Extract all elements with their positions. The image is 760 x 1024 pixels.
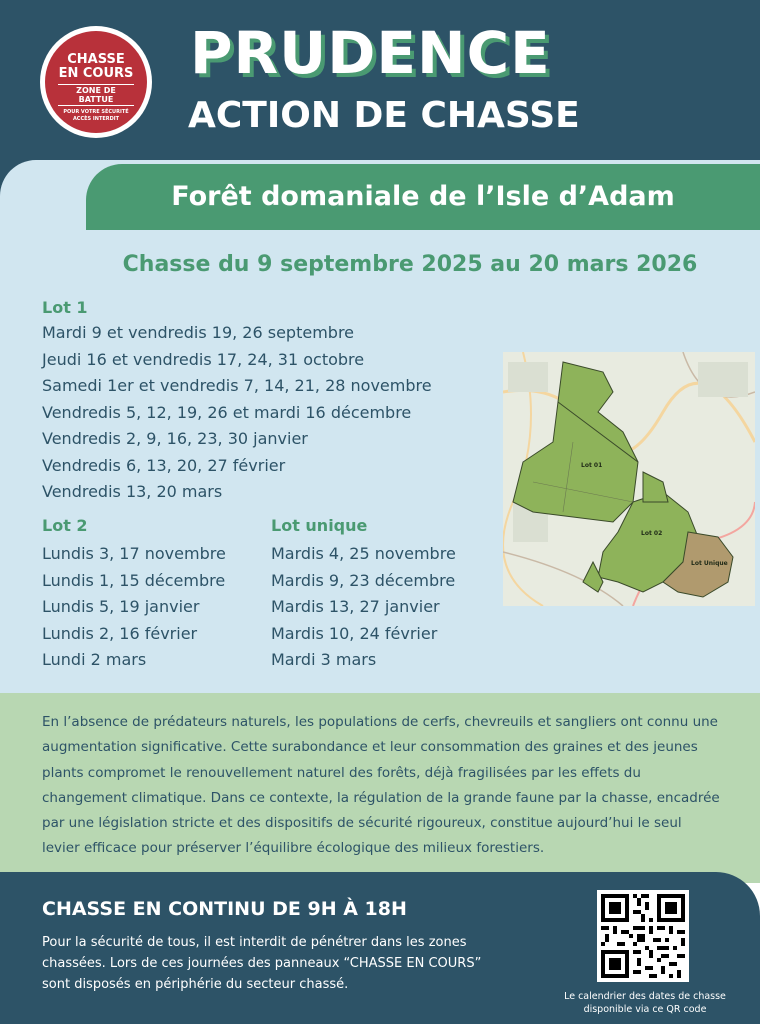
lot-unique-dates xyxy=(271,541,456,674)
lot1-date: Mardi 9 et vendredis 19, 26 septembre xyxy=(42,323,355,342)
map-label-lot1: Lot 01 xyxy=(581,462,603,469)
lot-unique-date: Mardis 4, 25 novembre xyxy=(271,544,456,563)
map-label-lot2: Lot 02 xyxy=(641,530,663,537)
qr-caption-line-1: Le calendrier des dates de chasse xyxy=(564,991,726,1002)
lot1-date: Vendredis 13, 20 mars xyxy=(42,482,223,501)
hunting-badge xyxy=(40,26,152,138)
lot2-date: Lundis 2, 16 février xyxy=(42,623,198,643)
lot1-date: Vendredis 5, 12, 19, 26 et mardi 16 décembre xyxy=(42,402,412,422)
badge-line-4: POUR VOTRE SÉCURITÉ xyxy=(63,109,129,115)
lot-unique-title: Lot unique xyxy=(271,516,368,535)
lot2-date: Lundi 2 mars xyxy=(42,650,147,669)
lot1-title: Lot 1 xyxy=(42,298,88,317)
map-graphic xyxy=(503,352,755,606)
lot2-date: Lundis 1, 15 décembre xyxy=(42,570,226,590)
map-label-lot-unique: Lot Unique xyxy=(691,560,728,567)
lot-unique-date: Mardis 10, 24 février xyxy=(271,623,438,643)
badge-circle xyxy=(45,31,147,133)
lot1-date: Jeudi 16 et vendredis 17, 24, 31 octobre xyxy=(42,349,365,369)
hours-title: CHASSE EN CONTINU DE 9H À 18H xyxy=(42,898,407,920)
lot1-date: Samedi 1er et vendredis 7, 14, 21, 28 novembre xyxy=(42,376,432,395)
lot1-dates xyxy=(42,320,432,506)
qr-code-icon xyxy=(597,890,689,982)
forest-map xyxy=(503,352,755,606)
info-paragraph: En l’absence de prédateurs naturels, les populations de cerfs, chevreuils et sangliers ont connu une augmentation significative. Cette surabondance et leur consommation des graines et des jeunes plants compromet le renouvellement naturel des forêts, déjà fragilisées par les effets du changement climatique. Dans ce contexte, la régulation de la grande faune par la chasse, encadrée par une législation stricte et des dispositifs de sécurité rigoureux, constitue aujourd’hui le seul levier efficace pour préserver l’équilibre écologique des milieux forestiers. xyxy=(42,714,720,857)
badge-line-2: EN COURS xyxy=(58,66,134,81)
lot-unique-date: Mardi 3 mars xyxy=(271,650,377,669)
lot2-date: Lundis 3, 17 novembre xyxy=(42,544,226,563)
badge-line-1: CHASSE xyxy=(67,52,125,67)
qr-caption-line-2: disponible via ce QR code xyxy=(583,1004,707,1015)
hunting-period: Chasse du 9 septembre 2025 au 20 mars 2026 xyxy=(122,252,698,277)
lot-unique-date: Mardis 13, 27 janvier xyxy=(271,597,440,616)
lot2-dates xyxy=(42,541,226,674)
safety-text: Pour la sécurité de tous, il est interdit de pénétrer dans les zones chassées. Lors de ces journées des panneaux “CHASSE EN COURS” sont disposés en périphérie du secteur chassé. xyxy=(42,935,482,992)
badge-line-3: ZONE DE BATTUE xyxy=(58,84,134,106)
page-title: PRUDENCE xyxy=(190,19,551,87)
qr-code[interactable] xyxy=(597,890,689,982)
lot2-title: Lot 2 xyxy=(42,516,88,535)
page-subtitle: ACTION DE CHASSE xyxy=(188,95,580,136)
qr-caption xyxy=(540,990,750,1016)
lot1-date: Vendredis 2, 9, 16, 23, 30 janvier xyxy=(42,429,308,448)
lot-unique-date: Mardis 9, 23 décembre xyxy=(271,570,456,590)
forest-name: Forêt domaniale de l’Isle d’Adam xyxy=(171,181,675,212)
lot1-date: Vendredis 6, 13, 20, 27 février xyxy=(42,455,286,475)
lot2-date: Lundis 5, 19 janvier xyxy=(42,597,200,616)
badge-line-5: ACCÈS INTERDIT xyxy=(72,116,120,122)
